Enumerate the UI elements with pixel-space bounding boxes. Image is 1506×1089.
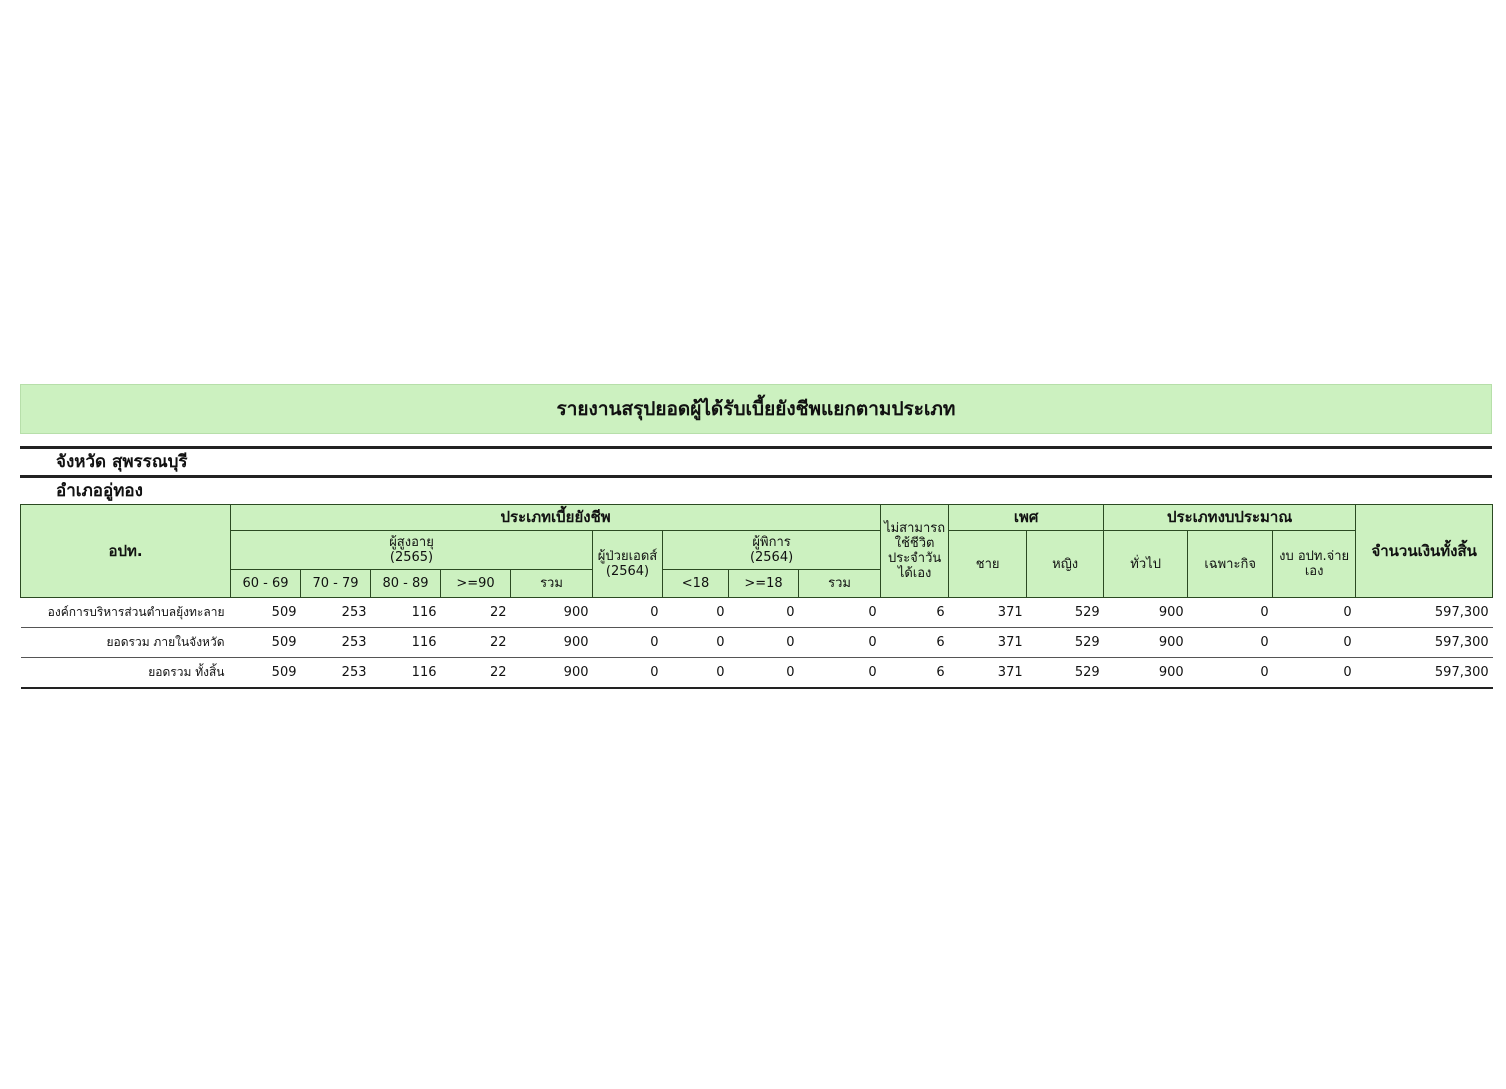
header-age-60-69: 60 - 69 [231, 570, 301, 598]
cell: 371 [949, 628, 1027, 658]
cell: 509 [231, 628, 301, 658]
cell: 253 [301, 658, 371, 689]
header-budget-general: ทั่วไป [1104, 531, 1188, 598]
header-disabled-18-up: >=18 [729, 570, 799, 598]
header-total-amount: จำนวนเงินทั้งสิ้น [1356, 505, 1493, 598]
cell: 22 [441, 658, 511, 689]
header-elderly-label: ผู้สูงอายุ [389, 535, 434, 550]
header-allowance-type: ประเภทเบี้ยยังชีพ [231, 505, 881, 531]
header-budget-specific: เฉพาะกิจ [1188, 531, 1273, 598]
cell: 0 [1273, 628, 1356, 658]
cell: 22 [441, 628, 511, 658]
cell: 6 [881, 628, 949, 658]
header-bedridden: ไม่สามารถใช้ชีวิตประจำวันได้เอง [881, 505, 949, 598]
cell: 900 [1104, 628, 1188, 658]
cell: 253 [301, 598, 371, 628]
header-disabled-label: ผู้พิการ [752, 535, 791, 550]
cell: 0 [1188, 658, 1273, 689]
cell: 6 [881, 598, 949, 628]
header-elderly-year: (2565) [389, 550, 434, 565]
header-aids [593, 531, 663, 598]
allowance-summary-table [20, 504, 1493, 689]
district-label: อำเภออู่ทอง [56, 481, 143, 501]
cell: 0 [799, 658, 881, 689]
cell: 0 [663, 628, 729, 658]
cell: 597,300 [1356, 628, 1493, 658]
header-disabled-under-18: <18 [663, 570, 729, 598]
cell: 0 [1273, 598, 1356, 628]
header-aids-label: ผู้ป่วยเอดส์ [597, 549, 658, 564]
cell: 509 [231, 658, 301, 689]
cell: 6 [881, 658, 949, 689]
header-disabled-year: (2564) [749, 550, 794, 565]
cell: 0 [1188, 598, 1273, 628]
cell: 529 [1027, 628, 1104, 658]
table-row [21, 598, 1493, 628]
cell: 529 [1027, 658, 1104, 689]
cell: 900 [511, 628, 593, 658]
cell: 0 [1273, 658, 1356, 689]
cell: 900 [511, 658, 593, 689]
cell: 0 [663, 658, 729, 689]
header-elderly [231, 531, 593, 570]
header-female: หญิง [1027, 531, 1104, 598]
header-male: ชาย [949, 531, 1027, 598]
cell: 22 [441, 598, 511, 628]
cell: 0 [729, 628, 799, 658]
province-label: จังหวัด สุพรรณบุรี [56, 452, 188, 472]
report [20, 384, 1492, 689]
cell: 0 [1188, 628, 1273, 658]
row-name: องค์การบริหารส่วนตำบลยุ้งทะลาย [21, 598, 231, 628]
header-disabled [663, 531, 881, 570]
header-disabled-sum: รวม [799, 570, 881, 598]
cell: 253 [301, 628, 371, 658]
cell: 0 [593, 658, 663, 689]
cell: 900 [511, 598, 593, 628]
header-age-90-up: >=90 [441, 570, 511, 598]
cell: 900 [1104, 658, 1188, 689]
cell: 371 [949, 598, 1027, 628]
cell: 0 [729, 658, 799, 689]
header-age-70-79: 70 - 79 [301, 570, 371, 598]
cell: 0 [663, 598, 729, 628]
cell: 0 [729, 598, 799, 628]
header-gender: เพศ [949, 505, 1104, 531]
cell: 0 [799, 598, 881, 628]
cell: 0 [799, 628, 881, 658]
header-budget-type: ประเภทงบประมาณ [1104, 505, 1356, 531]
cell: 0 [593, 598, 663, 628]
header-org: อปท. [21, 505, 231, 598]
row-name: ยอดรวม ทั้งสิ้น [21, 658, 231, 689]
cell: 509 [231, 598, 301, 628]
cell: 116 [371, 658, 441, 689]
header-aids-year: (2564) [605, 564, 650, 579]
row-name: ยอดรวม ภายในจังหวัด [21, 628, 231, 658]
cell: 116 [371, 628, 441, 658]
cell: 597,300 [1356, 598, 1493, 628]
header-budget-own: งบ อปท.จ่ายเอง [1273, 531, 1356, 598]
cell: 529 [1027, 598, 1104, 628]
cell: 597,300 [1356, 658, 1493, 689]
cell: 900 [1104, 598, 1188, 628]
cell: 116 [371, 598, 441, 628]
header-elderly-sum: รวม [511, 570, 593, 598]
cell: 371 [949, 658, 1027, 689]
report-title: รายงานสรุปยอดผู้ได้รับเบี้ยยังชีพแยกตามประเภท [20, 384, 1492, 434]
table-row [21, 658, 1493, 689]
header-age-80-89: 80 - 89 [371, 570, 441, 598]
table-row [21, 628, 1493, 658]
cell: 0 [593, 628, 663, 658]
